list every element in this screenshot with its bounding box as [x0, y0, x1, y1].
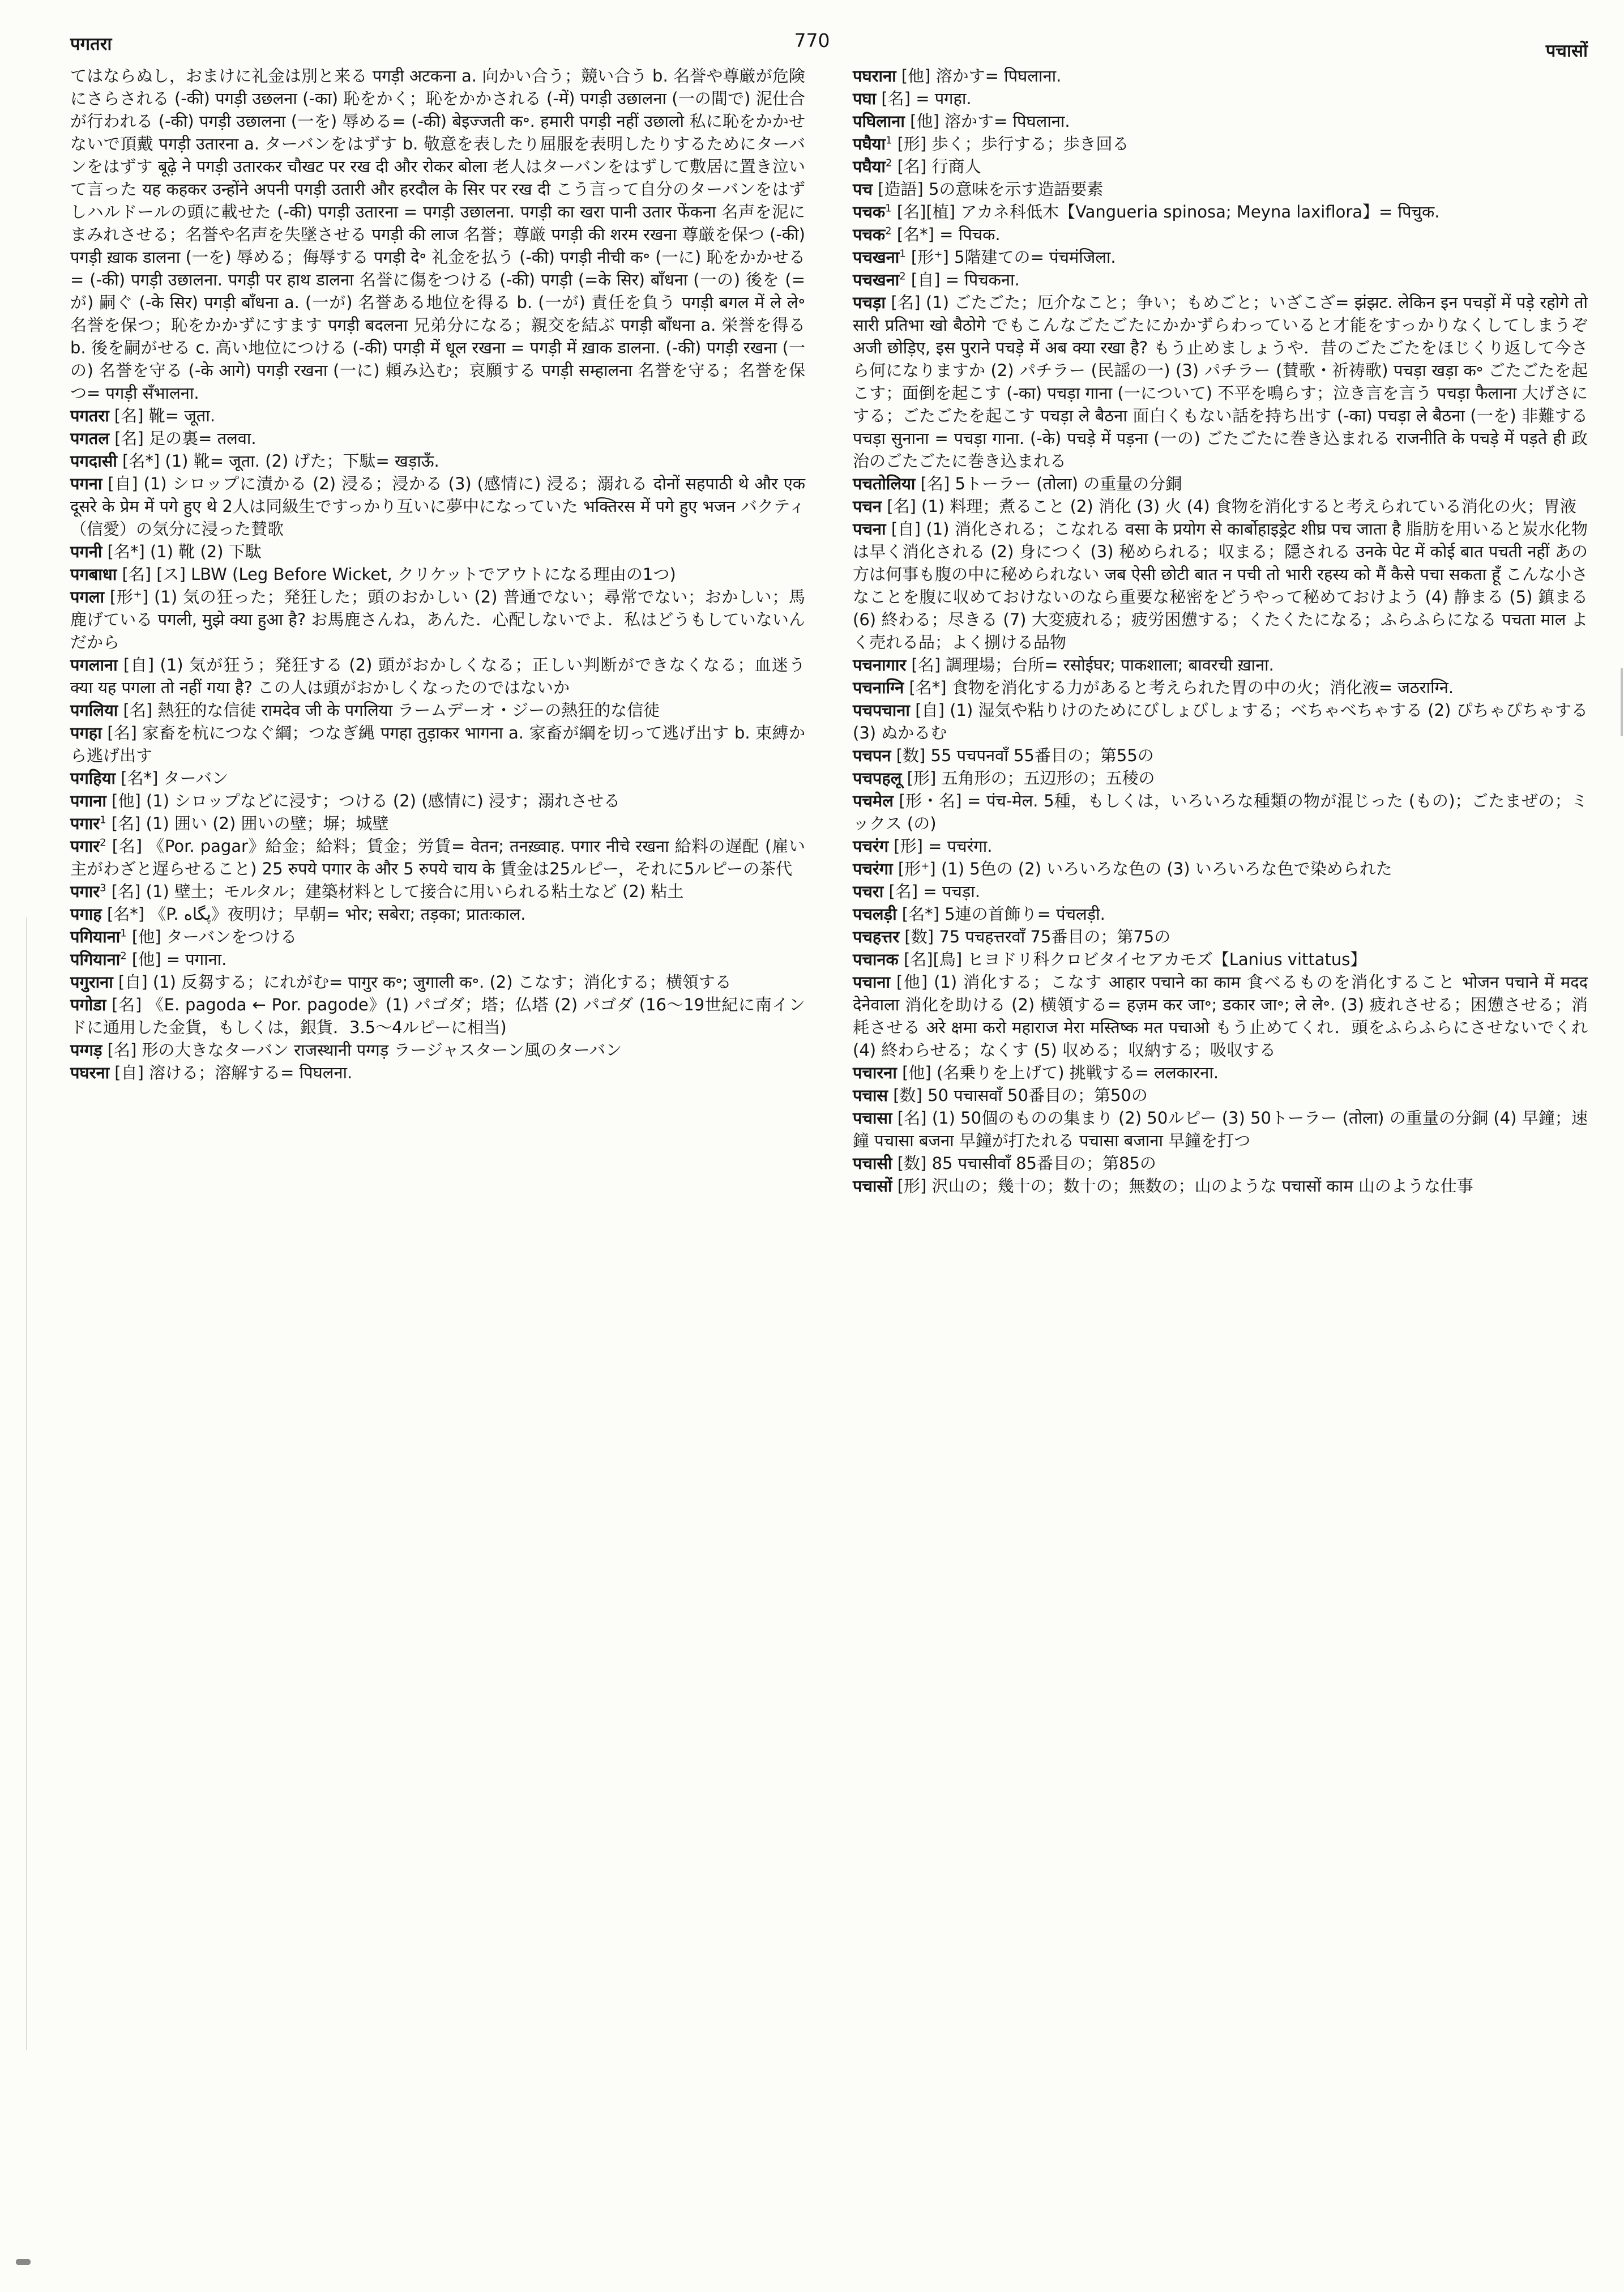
entry-body: [名] (1) 囲い (2) 囲いの壁；塀；城壁: [111, 814, 389, 833]
entry-body: [名*] 《P. پگاه》夜明け；早朝= भोर; सबेरा; तड़का; प्रातःकाल.: [106, 904, 526, 924]
dict-entry: [70, 722, 805, 767]
entry-headword: पचरा: [853, 882, 884, 901]
dict-entry: [70, 971, 805, 993]
entry-homograph-number: 1: [899, 247, 906, 260]
entry-headword: पगार: [70, 814, 100, 833]
entry-body: [数] 50 पचासवाँ 50番目の；第50の: [893, 1086, 1148, 1105]
dict-entry: [70, 654, 805, 699]
dict-entry: [70, 812, 805, 835]
entry-headword: पचपहलू: [853, 769, 902, 788]
dict-entry: [853, 676, 1588, 699]
dict-entry: [853, 472, 1588, 495]
scan-artifact-speck: [16, 2259, 31, 2265]
dict-entry: [853, 767, 1588, 789]
entry-homograph-number: 2: [885, 157, 892, 169]
dict-entry: [853, 1061, 1588, 1084]
entry-headword: पगतल: [70, 429, 109, 448]
dict-entry: [853, 268, 1588, 291]
entry-headword: पचन: [853, 497, 882, 516]
dict-entry: [70, 450, 805, 472]
dict-entry: [853, 948, 1588, 971]
entry-body: [形⁺] (1) 気の狂った；発狂した；頭のおかしい (2) 普通でない；尋常でない；おかしい；馬鹿げている पगली, मुझे क्या हुआ है? お馬鹿さんね，あんた．心配しないでよ．私はどうもしていないんだから: [70, 587, 806, 652]
entry-body: [数] 85 पचासीवाँ 85番目の；第85の: [897, 1154, 1156, 1173]
entry-headword: पगहा: [70, 723, 102, 742]
entry-headword: पगियाना: [70, 927, 121, 946]
entry-headword: पघराना: [853, 66, 896, 86]
entry-headword: पचलड़ी: [853, 904, 897, 924]
entry-body: [名*] 食物を消化する力があると考えられた胃の中の火；消化液= जठराग्नि.: [909, 678, 1454, 697]
dict-entry: [70, 948, 805, 971]
entry-body: [自] (1) 湿気や粘りけのためにびしょびしょする；べちゃべちゃする (2) ぴちゃぴちゃする (3) ぬかるむ: [853, 701, 1588, 742]
entry-body: [形⁺] 5階建ての= पंचमंजिला.: [911, 247, 1116, 267]
entry-homograph-number: 1: [120, 927, 127, 940]
entry-headword: पगलाना: [70, 655, 118, 675]
entry-headword: पघिलाना: [853, 112, 905, 131]
dict-entry: [853, 880, 1588, 903]
entry-body: [自] = पिचकना.: [911, 270, 1020, 289]
dict-entry: [70, 427, 805, 450]
entry-headword: पचासा: [853, 1108, 892, 1128]
entry-headword: पचमेल: [853, 791, 894, 810]
dict-entry: [70, 65, 805, 404]
entry-body: [形] 歩く；歩行する；歩き回る: [897, 134, 1129, 153]
entry-body: [他] ターバンをつける: [131, 927, 297, 946]
entry-headword: पचना: [853, 519, 886, 539]
entry-homograph-number: 1: [100, 814, 106, 826]
entry-headword: पचनाग्नि: [853, 678, 904, 697]
dict-entry: [70, 699, 805, 722]
entry-headword: पचारना: [853, 1063, 897, 1082]
entry-body: [他] 溶かす= पिघलाना.: [901, 66, 1062, 86]
entry-headword: पचरंगा: [853, 859, 893, 878]
dict-entry: [70, 586, 805, 654]
dict-entry: [853, 835, 1588, 857]
dict-entry: [853, 1107, 1588, 1152]
entry-homograph-number: 2: [120, 950, 127, 962]
running-head-left: पगतरा: [70, 34, 112, 54]
dict-entry: [853, 200, 1588, 223]
dict-entry: [70, 404, 805, 427]
entry-headword: पचक: [853, 225, 886, 244]
entry-body: [自] (1) 気が狂う；発狂する (2) 頭がおかしくなる；正しい判断ができなくなる；血迷う क्या यह पगला तो नहीं गया है? この人は頭がおかしくなったのではないか: [70, 655, 805, 697]
dict-entry: [853, 246, 1588, 268]
dict-entry: [853, 518, 1588, 654]
entry-headword: पगोडा: [70, 995, 106, 1014]
entry-headword: पगला: [70, 587, 104, 607]
entry-homograph-number: 3: [100, 882, 106, 894]
entry-headword: पचड़ा: [853, 293, 886, 312]
entry-headword: पगाना: [70, 791, 106, 810]
dict-entry: [853, 133, 1588, 155]
entry-body: [名] 足の裏= तलवा.: [114, 429, 257, 448]
entry-headword: पचपन: [853, 746, 891, 765]
dict-entry: [853, 699, 1588, 744]
entry-body: [他] = पगाना.: [131, 950, 227, 969]
dict-entry: [70, 1039, 805, 1061]
entry-headword: पचासी: [853, 1154, 892, 1173]
entry-body: [形] 五角形の；五辺形の；五稜の: [907, 769, 1155, 788]
entry-headword: पचरंग: [853, 836, 889, 856]
entry-body: [名] 5トーラー (तोला) の重量の分銅: [920, 474, 1182, 493]
entry-headword: पगार: [70, 882, 100, 901]
entry-body: てはならぬし，おまけに礼金は別と来る पगड़ी अटकना a. 向かい合う；競い合う b. 名誉や尊厳が危険にさらされる (-की) पगड़ी उछलना (-का) 恥をかく；恥をかかされる (-में) पगड़ी उछालना (一の間で) 泥仕合が行われる (-की) पगड़ी उछालना (一を) 辱める= (-की) बेइज्जती क॰. हमारी पगड़ी नहीं उछालो 私に恥をかかせないで頂戴 पगड़ी उतारना a. ターバンをはずす b. 敬意を表したり屈服を表明したりするためにターバンをはずす बूढ़े ने पगड़ी उतारकर चौखट पर रख दी और रोकर बोला 老人はターバンをはずして敷居に置き泣いて言った यह कहकर उन्होंने अपनी पगड़ी उतारी और हरदौल के सिर पर रख दी こう言って自分のターバンをはずしハルドールの頭に載せた (-की) पगड़ी उतारना = पगड़ी उछालना. पगड़ी का खरा पानी उतार फेंकना 名声を泥にまみれさせる；名誉や名声を失墜させる पगड़ी की लाज 名誉；尊厳 पगड़ी की शरम रखना 尊厳を保つ (-की) पगड़ी ख़ाक डालना (一を) 辱める；侮辱する पगड़ी दे॰ 礼金を払う (-की) पगड़ी नीची क॰ (一に) 恥をかかせる= (-की) पगड़ी उछालना. पगड़ी पर हाथ डालना 名誉に傷をつける (-की) पगड़ी (=के सिर) बाँधना (一の) 後を (=が) 嗣ぐ (-के सिर) पगड़ी बाँधना a. (一が) 名誉ある地位を得る b. (一が) 責任を負う पगड़ी बगल में ले ले॰ 名誉を保つ；恥をかかずにすます पगड़ी बदलना 兄弟分になる；親交を結ぶ पगड़ी बाँधना a. 栄誉を得る b. 後を嗣がせる c. 高い地位につける (-की) पगड़ी में धूल रखना = पगड़ी में ख़ाक डालना. (-की) पगड़ी रखना (一の) 名誉を守る (-के आगे) पगड़ी रखना (一に) 頼み込む；哀願する पगड़ी सम्हालना 名誉を守る；名誉を保つ= पगड़ी सँभालना.: [70, 66, 805, 403]
dict-entry: [853, 789, 1588, 835]
entry-body: [名][鳥] ヒヨドリ科クロビタイセアカモズ【Lanius vittatus】: [903, 950, 1367, 969]
entry-body: [他] (名乗りを上げて) 挑戦する= ललकारना.: [902, 1063, 1219, 1082]
dict-entry: [853, 495, 1588, 518]
dict-entry: [70, 925, 805, 948]
entry-body: [名] (1) 料理；煮ること (2) 消化 (3) 火 (4) 食物を消化すると考えられている消化の火；胃液: [887, 497, 1576, 516]
entry-body: [自] (1) 反芻する；にれがむ= पागुर क॰; जुगाली क॰. (2) こなす；消化する；横領する: [118, 972, 732, 992]
dict-entry: [70, 880, 805, 903]
dict-entry: [70, 835, 805, 880]
entry-body: [名] 《Por. pagar》給金；給料；賃金；労賃= वेतन; तनख़्वाह. पगार नीचे रखना 給料の遅配 (雇い主がわざと遅らせること) 25 रुपये पगार के और 5 रुपये चाय के 賃金は25ルピー，それに5ルピーの茶代: [70, 836, 805, 878]
entry-body: [他] (1) 消化する；こなす आहार पचाने का काम 食べるものを消化すること भोजन पचाने में मदद देनेवाला 消化を助ける (2) 横領する= हज़म कर जा॰; डकार जा॰; ले ले॰. (3) 疲れさせる；困憊させる；消耗させる अरे क्षमा करो महाराज मेरा मस्तिष्क मत पचाओ もう止めてくれ．頭をふらふらにさせないでくれ (4) 終わらせる；なくす (5) 収める；収納する；吸収する: [853, 972, 1588, 1060]
dict-entry: [70, 472, 805, 540]
entry-headword: पघा: [853, 89, 877, 108]
dict-entry: [853, 903, 1588, 925]
entry-headword: पचतोलिया: [853, 474, 916, 493]
entry-body: [他] (1) シロップなどに浸す；つける (2) (感情に) 浸す；溺れさせる: [112, 791, 621, 810]
entry-headword: पचाना: [853, 972, 891, 992]
dict-entry: [853, 291, 1588, 472]
entry-body: [名*] (1) 靴= जूता. (2) げた；下駄= खड़ाऊँ.: [122, 451, 439, 471]
entry-headword: पगलिया: [70, 701, 118, 720]
dict-entry: [70, 540, 805, 563]
entry-headword: पचखना: [853, 247, 900, 267]
entry-body: [名*] (1) 靴 (2) 下駄: [107, 542, 262, 561]
entry-homograph-number: 2: [899, 270, 906, 283]
scan-artifact-edge: [1621, 668, 1623, 736]
running-head-right: पचासों: [1545, 41, 1588, 61]
entry-homograph-number: 2: [100, 836, 106, 849]
dict-entry: [853, 155, 1588, 178]
scan-artifact-line: [26, 917, 27, 2050]
entry-headword: पचखना: [853, 270, 900, 289]
entry-body: [自] 溶ける；溶解する= पिघलना.: [114, 1063, 353, 1082]
entry-body: [形⁺] (1) 5色の (2) いろいろな色の (3) いろいろな色で染められた: [898, 859, 1392, 878]
entry-body: [名*] ターバン: [121, 769, 229, 788]
dict-entry: [853, 744, 1588, 767]
entry-body: [数] 75 पचहत्तरवाँ 75番目の；第75の: [904, 927, 1171, 946]
entry-headword: पचानक: [853, 950, 899, 969]
entry-headword: पचहत्तर: [853, 927, 900, 946]
entry-body: [名] (1) 50個のものの集まり (2) 50ルピー (3) 50トーラー (तोला) の重量の分銅 (4) 早鐘；速鐘 पचासा बजना 早鐘が打たれる पचासा बजाना 早鐘を打つ: [853, 1108, 1588, 1150]
left-column: [70, 65, 805, 1197]
dict-entry: [70, 993, 805, 1039]
entry-body: [名] (1) 壁土；モルタル；建築材料として接合に用いられる粘土など (2) 粘土: [111, 882, 684, 901]
entry-body: [名][植] アカネ科低木【Vangueria spinosa; Meyna laxiflora】= पिचुक.: [896, 202, 1440, 221]
entry-headword: पचक: [853, 202, 886, 221]
dict-entry: [853, 971, 1588, 1061]
page-number: 770: [794, 29, 830, 52]
entry-homograph-number: 2: [885, 225, 892, 237]
entry-headword: पचपचाना: [853, 701, 910, 720]
entry-homograph-number: 1: [885, 202, 892, 215]
dict-entry: [70, 767, 805, 789]
entry-body: [形] 沢山の；幾十の；数十の；無数の；山のような पचासों काम 山のような仕事: [897, 1176, 1473, 1196]
entry-body: [名] 家畜を杭につなぐ綱；つなぎ縄 पगहा तुड़ाकर भागना a. 家畜が綱を切って逃げ出す b. 束縛から逃げ出す: [70, 723, 806, 765]
entry-headword: पगार: [70, 836, 100, 856]
entry-headword: पघैया: [853, 157, 886, 176]
entry-body: [名] 靴= जूता.: [114, 406, 216, 425]
entry-body: [名*] = पिचक.: [896, 225, 1001, 244]
dict-entry: [70, 903, 805, 925]
entry-headword: पगदासी: [70, 451, 117, 471]
dict-entry: [70, 563, 805, 586]
entry-body: [名] 調理場；台所= रसोईघर; पाकशाला; बावरची ख़ाना.: [911, 655, 1274, 675]
entry-headword: पगाह: [70, 904, 102, 924]
dict-entry: [853, 87, 1588, 110]
dict-entry: [853, 223, 1588, 246]
dict-entry: [853, 65, 1588, 87]
entry-body: [造語] 5の意味を示す造語要素: [878, 180, 1104, 199]
dict-entry: [853, 925, 1588, 948]
entry-headword: पगबाधा: [70, 565, 117, 584]
entry-body: [名] [ス] LBW (Leg Before Wicket, クリケットでアウトになる理由の1つ): [122, 565, 676, 584]
entry-headword: पघरना: [70, 1063, 110, 1082]
entry-headword: पच: [853, 180, 873, 199]
entry-headword: पघैया: [853, 134, 886, 153]
entry-body: [名] 熱狂的な信徒 रामदेव जी के पगलिया ラームデーオ・ジーの熱狂的な信徒: [123, 701, 660, 720]
entry-headword: पगना: [70, 474, 102, 493]
dict-entry: [853, 1175, 1588, 1197]
entry-headword: पग्गड़: [70, 1040, 102, 1060]
entry-body: [名] 《E. pagoda ← Por. pagode》(1) パゴダ；塔；仏塔 (2) パゴダ (16〜19世紀に南インドに通用した金貨，もしくは，銀貨．3.5〜4ルピーに相当): [70, 995, 805, 1037]
dict-entry: [70, 789, 805, 812]
entry-body: [名*] 5連の首飾り= पंचलड़ी.: [901, 904, 1105, 924]
dict-entry: [853, 857, 1588, 880]
entry-headword: पगियाना: [70, 950, 121, 969]
entry-headword: पचास: [853, 1086, 888, 1105]
entry-body: [名] (1) ごたごた；厄介なこと；争い；もめごと；いざこざ= झंझट. लेकिन इन पचड़ों में पड़े रहोगे तो सारी प्रतिभा खो बैठोगे でもこんなごたごたにかかずらわっていると才能をすっかりなくしてしまうぞ अजी छोड़िए, इस पुराने पचड़े में अब क्या रखा है? もう止めましょうや．昔のごたごたをほじくり返して今さら何になりますか (2) パチラー (民謡の一) (3) パチラー (賛歌・祈祷歌) पचड़ा खड़ा क॰ ごたごたを起こす；面倒を起こす (-का) पचड़ा गाना (一について) 不平を鳴らす；泣き言を言う पचड़ा फैलाना 大げさにする；ごたごたを起こす पचड़ा ले बैठना 面白くもない話を持ち出す (-का) पचड़ा ले बैठना (一を) 非難する पचड़ा सुनाना = पचड़ा गाना. (-के) पचड़े में पड़ना (一の) ごたごたに巻き込まれる राजनीति के पचड़े में पड़ते ही 政治のごたごたに巻き込まれる: [853, 293, 1588, 471]
dict-entry: [853, 110, 1588, 133]
entry-body: [自] (1) シロップに漬かる (2) 浸る；浸かる (3) (感情に) 浸る；溺れる दोनों सहपाठी थे और एक दूसरे के प्रेम में पगे हुए थे 2人は同級生ですっかり互いに夢中になっていた भक्तिरस में पगे हुए भजन バクティ（信愛）の気分に浸った賛歌: [70, 474, 806, 539]
entry-body: [形] = पचरंगा.: [894, 836, 993, 856]
dict-entry: [853, 1084, 1588, 1107]
entry-body: [数] 55 पचपनवाँ 55番目の；第55の: [896, 746, 1154, 765]
entry-headword: पगहिया: [70, 769, 116, 788]
dict-entry: [853, 178, 1588, 200]
entry-body: [名] 行商人: [897, 157, 981, 176]
entry-body: [名] 形の大きなターバン राजस्थानी पग्गड़ ラージャスターン風のターバン: [107, 1040, 622, 1060]
right-column: [853, 65, 1588, 1197]
entry-body: [形・名] = पंच-मेल. 5種，もしくは，いろいろな種類の物が混じった (もの)；ごたまぜの；ミックス (の): [853, 791, 1588, 833]
entry-headword: पगनी: [70, 542, 102, 561]
entry-homograph-number: 1: [885, 134, 892, 147]
entry-body: [自] (1) 消化される；こなれる वसा के प्रयोग से कार्बोहाइड्रेट शीघ्र पच जाता है 脂肪を用いると炭水化物は早く消化される (2) 身につく (3) 秘められる；収まる；隠される उनके पेट में कोई बात पचती नहीं あの方は何事も腹の中に秘められない जब ऐसी छोटी बात न पची तो भारी रहस्य को मैं कैसे पचा सकता हूँ こんな小さなことを腹に収めておけないのなら重要な秘密をどうやって秘めておけよう (4) 静まる (5) 鎮まる (6) 終わる；尽きる (7) 大変疲れる；疲労困憊する；くたくたになる；ふらふらになる पचता माल よく売れる品；よく捌ける品物: [853, 519, 1588, 652]
entry-headword: पगतरा: [70, 406, 109, 425]
dictionary-columns: [70, 65, 1588, 1197]
dict-entry: [853, 654, 1588, 676]
entry-headword: पचनागार: [853, 655, 907, 675]
entry-body: [他] 溶かす= पिघलाना.: [910, 112, 1070, 131]
entry-headword: पचासों: [853, 1176, 892, 1196]
dict-entry: [70, 1061, 805, 1084]
entry-body: [名] = पचड़ा.: [888, 882, 980, 901]
entry-headword: पगुराना: [70, 972, 113, 992]
entry-body: [名] = पगहा.: [881, 89, 972, 108]
dict-entry: [853, 1152, 1588, 1175]
